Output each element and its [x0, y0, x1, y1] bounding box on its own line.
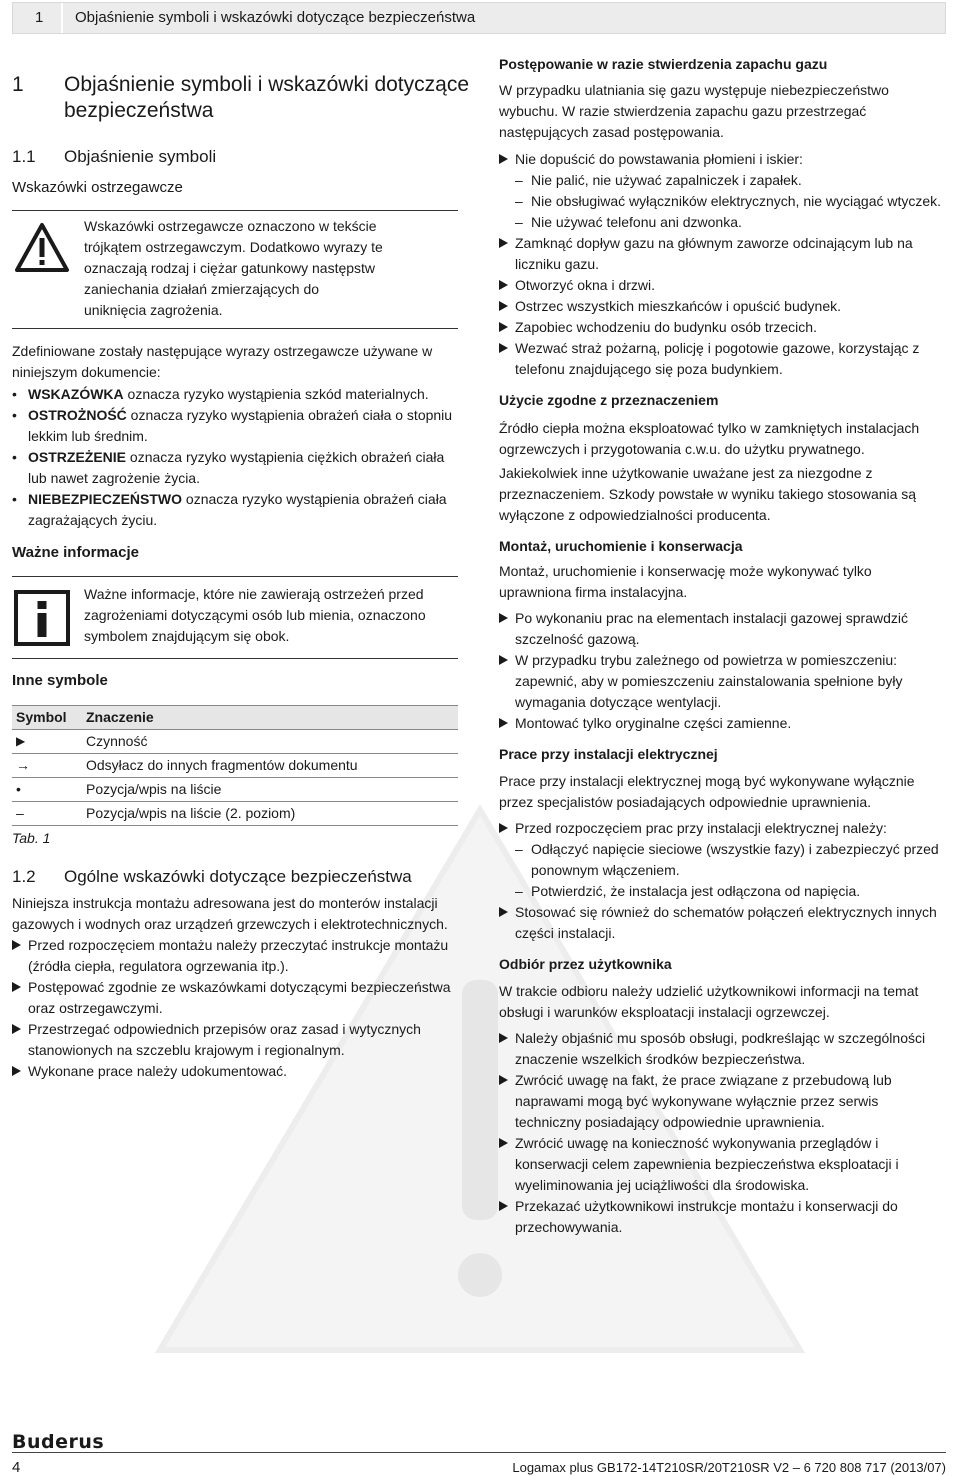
- action-text: Otworzyć okna i drzwi.: [515, 277, 656, 293]
- action-item: [499, 608, 946, 650]
- action-text: Postępować zgodnie ze wskazówkami dotyczącymi bezpieczeństwa oraz ostrzegawczymi.: [28, 979, 451, 1016]
- action-text: Przed rozpoczęciem prac przy instalacji elektrycznej należy:: [515, 820, 887, 836]
- warning-triangle-icon: [14, 222, 70, 274]
- document-reference: Logamax plus GB172-14T210SR/20T210SR V2 – 6 720 808 717 (2013/07): [512, 1460, 946, 1475]
- table-header: Znaczenie: [82, 706, 458, 730]
- action-text: Zamknąć dopływ gazu na głównym zaworze odcinającym lub na liczniku gazu.: [515, 235, 913, 272]
- action-text: Wezwać straż pożarną, policję i pogotowie gazowe, korzystając z telefonu znajdującego się poza budynkiem.: [515, 340, 920, 377]
- action-item: [499, 1028, 946, 1070]
- info-box-top-rule: [12, 576, 458, 577]
- important-heading: Ważne informacje: [12, 544, 139, 561]
- signal-word-desc: oznacza ryzyko wystąpienia obrażeń ciała o stopniu lekkim lub średnim.: [28, 407, 453, 444]
- elec-intro: Prace przy instalacji elektrycznej mogą być wykonywane wyłącznie przez specjalistów posiadających odpowiednie uprawnienia.: [499, 773, 915, 810]
- table-cell: Pozycja/wpis na liście (2. poziom): [82, 802, 458, 826]
- brand-logo: Buderus: [12, 1431, 105, 1453]
- signal-word: NIEBEZPIECZEŃSTWO: [28, 491, 183, 507]
- sub-item: – Potwierdzić, że instalacja jest odłączona od napięcia.: [499, 881, 946, 902]
- subsection-number: 1.2: [12, 867, 36, 886]
- sub-item: – Nie używać telefonu ani dzwonka.: [499, 212, 946, 233]
- action-text: Stosować się również do schematów połączeń elektrycznych innych części instalacji.: [515, 904, 937, 941]
- action-item: [499, 296, 946, 317]
- warning-box-text: Wskazówki ostrzegawcze oznaczono w tekście trójkątem ostrzegawczym. Dodatkowo wyrazy te oznaczają rodzaj i ciężar gatunkowy następstw zaniechania działań zmierzających do uniknięcia zagrożenia.: [84, 218, 383, 318]
- table-row: [12, 802, 458, 826]
- action-text: Nie dopuścić do powstawania płomieni i iskier:: [515, 151, 803, 167]
- action-text: W przypadku trybu zależnego od powietrza w pomieszczeniu: zapewnić, aby w pomieszczeniu zainstalowania spełnione były wymagania dotyczące wentylacji.: [515, 652, 903, 710]
- table-header-row: [12, 706, 458, 730]
- list-item: [12, 405, 458, 447]
- mount-intro: Montaż, uruchomienie i konserwację może wykonywać tylko uprawniona firma instalacyjna.: [499, 563, 872, 600]
- action-text: Zapobiec wchodzeniu do budynku osób trzecich.: [515, 319, 817, 335]
- action-item: [499, 650, 946, 713]
- info-icon: [14, 590, 70, 646]
- action-arrow-icon: [499, 1201, 508, 1211]
- action-item: [499, 818, 946, 839]
- action-arrow-icon: [499, 154, 508, 164]
- elec-actions-list: [499, 818, 946, 839]
- table-cell: Czynność: [82, 730, 458, 754]
- action-arrow-icon: [499, 280, 508, 290]
- use-paragraph: Źródło ciepła można eksploatować tylko w zamkniętych instalacjach ogrzewczych i przygotowania c.w.u. do użytku prywatnego.: [499, 420, 920, 457]
- action-arrow-icon: [499, 301, 508, 311]
- action-item: [499, 149, 946, 170]
- action-arrow-icon: [499, 322, 508, 332]
- action-arrow-icon: [499, 1075, 508, 1085]
- action-text: Zwrócić uwagę na fakt, że prace związane z przebudową lub naprawami mogą być wykonywane wyłącznie przez serwis techniczny posiadający odpowiednie uprawnienia.: [515, 1072, 892, 1130]
- action-item: [499, 233, 946, 275]
- action-text: Należy objaśnić mu sposób obsługi, podkreślając w szczególności znaczenie wszelkich środków bezpieczeństwa.: [515, 1030, 926, 1067]
- signal-word: WSKAZÓWKA: [28, 386, 124, 402]
- warning-box-top-rule: [12, 210, 458, 211]
- right-column: [499, 54, 946, 1238]
- action-text: Ostrzec wszystkich mieszkańców i opuścić budynek.: [515, 298, 841, 314]
- page-header: [12, 2, 946, 34]
- subsection-number: 1.1: [12, 147, 36, 166]
- table-caption: Tab. 1: [12, 830, 51, 846]
- gas-heading: Postępowanie w razie stwierdzenia zapachu gazu: [499, 56, 828, 72]
- mount-heading: Montaż, uruchomienie i konserwacja: [499, 538, 743, 554]
- action-arrow-icon: [12, 1024, 21, 1034]
- action-text: Zwrócić uwagę na konieczność wykonywania przeglądów i konserwacji celem zapewnienia bezpieczeństwa eksploatacji i wyeliminowania jej uciążliwości dla środowiska.: [515, 1135, 899, 1193]
- table-row: [12, 778, 458, 802]
- action-item: [499, 1133, 946, 1196]
- action-item: [12, 1019, 458, 1061]
- action-text: Przed rozpoczęciem montażu należy przeczytać instrukcje montażu (źródła ciepła, regulatora ogrzewania itp.).: [28, 937, 449, 974]
- action-arrow-icon: [499, 343, 508, 353]
- subsection-title: Ogólne wskazówki dotyczące bezpieczeństwa: [64, 867, 412, 886]
- info-box-bottom-rule: [12, 658, 458, 659]
- symbols-table: [12, 705, 458, 826]
- action-arrow-icon: [499, 823, 508, 833]
- action-arrow-icon: [499, 238, 508, 248]
- bullet-icon: •: [12, 778, 82, 802]
- signal-word-desc: oznacza ryzyko wystąpienia szkód materialnych.: [123, 386, 429, 402]
- action-item: [12, 935, 458, 977]
- action-arrow-icon: [499, 613, 508, 623]
- action-text: Wykonane prace należy udokumentować.: [28, 1063, 288, 1079]
- signal-words-intro: Zdefiniowane zostały następujące wyrazy ostrzegawcze używane w niniejszym dokumencie:: [12, 343, 433, 380]
- elec-actions-list-2: [499, 902, 946, 944]
- warnings-heading: Wskazówki ostrzegawcze: [12, 179, 183, 196]
- sub-item: – Odłączyć napięcie sieciowe (wszystkie fazy) i zabezpieczyć przed ponownym włączeniem.: [499, 839, 946, 881]
- handover-actions-list: [499, 1028, 946, 1238]
- action-arrow-icon: ▶: [12, 730, 82, 754]
- elec-heading: Prace przy instalacji elektrycznej: [499, 746, 718, 762]
- handover-heading: Odbiór przez użytkownika: [499, 956, 672, 972]
- action-text: Montować tylko oryginalne części zamienne.: [515, 715, 792, 731]
- action-text: Przekazać użytkownikowi instrukcje montażu i konserwacji do przechowywania.: [515, 1198, 898, 1235]
- elec-sub-list: [499, 839, 946, 902]
- table-cell: Odsyłacz do innych fragmentów dokumentu: [82, 754, 458, 778]
- gas-intro: W przypadku ulatniania się gazu występuje niebezpieczeństwo wybuchu. W razie stwierdzenia zapachu gazu przestrzegać następujących zasad postępowania.: [499, 82, 889, 140]
- other-symbols-heading: Inne symbole: [12, 672, 108, 689]
- action-arrow-icon: [499, 1138, 508, 1148]
- general-actions-list: [12, 935, 458, 1082]
- list-item: [12, 384, 458, 405]
- warning-box-bottom-rule: [12, 328, 458, 329]
- action-item: [499, 338, 946, 380]
- sub-item: – Nie palić, nie używać zapalniczek i zapałek.: [499, 170, 946, 191]
- action-item: [499, 713, 946, 734]
- mount-actions-list: [499, 608, 946, 734]
- action-item: [499, 1070, 946, 1133]
- chapter-number: 1: [13, 3, 63, 33]
- info-box-text: Ważne informacje, które nie zawierają ostrzeżeń przed zagrożeniami dotyczącymi osób lub mienia, oznaczono symbolem znajdującym się obok.: [84, 586, 426, 644]
- gas-sub-list: [499, 170, 946, 233]
- table-cell: Pozycja/wpis na liście: [82, 778, 458, 802]
- action-arrow-icon: [499, 655, 508, 665]
- signal-word: OSTRZEŻENIE: [28, 449, 127, 465]
- signal-word-desc: oznacza ryzyko wystąpienia obrażeń ciała zagrażających życiu.: [28, 491, 447, 528]
- table-row: [12, 754, 458, 778]
- footer-rule: [12, 1452, 946, 1453]
- action-text: Po wykonaniu prac na elementach instalacji gazowej sprawdzić szczelność gazową.: [515, 610, 908, 647]
- page-number: 4: [12, 1459, 21, 1476]
- action-text: Przestrzegać odpowiednich przepisów oraz zasad i wytycznych stanowionych na szczeblu krajowym i regionalnym.: [28, 1021, 421, 1058]
- cross-reference-arrow-icon: →: [12, 754, 82, 778]
- action-item: [499, 902, 946, 944]
- action-item: [499, 317, 946, 338]
- action-arrow-icon: [12, 940, 21, 950]
- list-item: [12, 489, 458, 531]
- action-arrow-icon: [12, 1066, 21, 1076]
- signal-word: OSTROŻNOŚĆ: [28, 407, 127, 423]
- gas-actions-list: [499, 149, 946, 170]
- handover-intro: W trakcie odbioru należy udzielić użytkownikowi informacji na temat obsługi i warunków eksploatacji instalacji ogrzewczej.: [499, 983, 919, 1020]
- chapter-title: Objaśnienie symboli i wskazówki dotyczące bezpieczeństwa: [75, 9, 476, 26]
- action-arrow-icon: [499, 1033, 508, 1043]
- signal-word-desc: oznacza ryzyko wystąpienia ciężkich obrażeń ciała lub nawet zagrożenie życia.: [28, 449, 445, 486]
- section-title: Objaśnienie symboli i wskazówki dotyczące bezpieczeństwa: [64, 73, 469, 122]
- gas-actions-list-2: [499, 233, 946, 380]
- action-item: [12, 1061, 458, 1082]
- action-item: [12, 977, 458, 1019]
- action-arrow-icon: [499, 718, 508, 728]
- signal-words-list: [12, 384, 458, 531]
- sub-item: – Nie obsługiwać wyłączników elektrycznych, nie wyciągać wtyczek.: [499, 191, 946, 212]
- use-paragraph: Jakiekolwiek inne użytkowanie uważane jest za niezgodne z przeznaczeniem. Szkody powstałe w wyniku takiego stosowania są wyłączone z odpowiedzialności producenta.: [499, 465, 917, 523]
- section-number: 1: [12, 73, 24, 96]
- list-item: [12, 447, 458, 489]
- table-row: [12, 730, 458, 754]
- dash-icon: –: [12, 802, 82, 826]
- use-heading: Użycie zgodne z przeznaczeniem: [499, 392, 719, 408]
- table-header: Symbol: [12, 706, 82, 730]
- action-item: [499, 1196, 946, 1238]
- action-item: [499, 275, 946, 296]
- action-arrow-icon: [12, 982, 21, 992]
- subsection-title: Objaśnienie symboli: [64, 147, 217, 166]
- action-arrow-icon: [499, 907, 508, 917]
- general-intro: Niniejsza instrukcja montażu adresowana jest do monterów instalacji gazowych i wodnych oraz urządzeń grzewczych i elektrotechnicznych.: [12, 895, 448, 932]
